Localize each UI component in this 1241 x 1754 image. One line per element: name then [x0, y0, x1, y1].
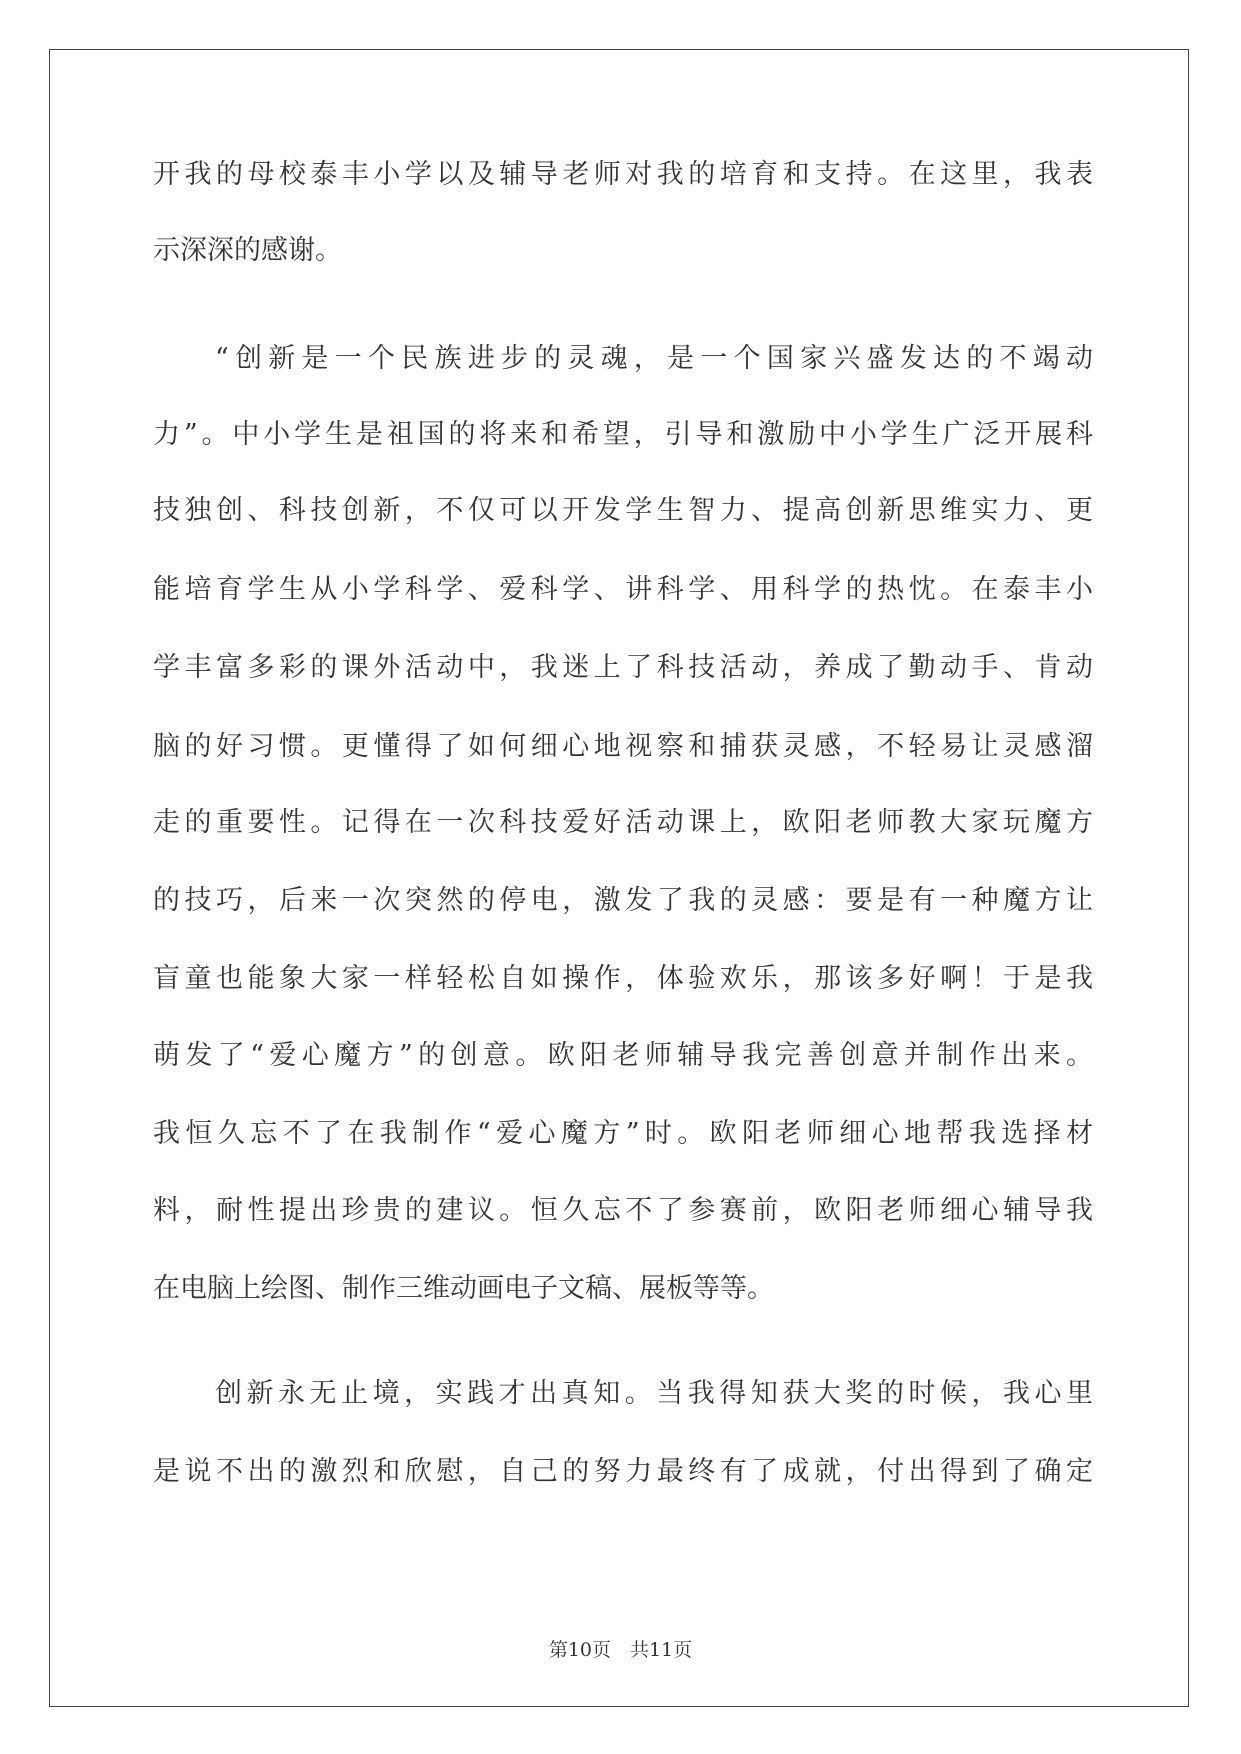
text-line: 开我的母校泰丰小学以及辅导老师对我的培育和支持。在这里，我表	[153, 159, 1093, 190]
text-line: 盲童也能象大家一样轻松自如操作，体验欢乐，那该多好啊！于是我	[153, 963, 1093, 994]
text-line: “创新是一个民族进步的灵魂，是一个国家兴盛发达的不竭动	[215, 343, 1093, 374]
text-line: 走的重要性。记得在一次科技爱好活动课上，欧阳老师教大家玩魔方	[153, 807, 1093, 838]
text-line: 能培育学生从小学科学、爱科学、讲科学、用科学的热忱。在泰丰小	[153, 574, 1093, 605]
text-line: 技独创、科技创新，不仅可以开发学生智力、提高创新思维实力、更	[153, 495, 1093, 526]
text-line: 我恒久忘不了在我制作“爱心魔方”时。欧阳老师细心地帮我选择材	[153, 1118, 1093, 1149]
text-line: 料，耐性提出珍贵的建议。恒久忘不了参赛前，欧阳老师细心辅导我	[153, 1195, 1093, 1226]
text-line: 脑的好习惯。更懂得了如何细心地视察和捕获灵感，不轻易让灵感溜	[153, 731, 1093, 762]
text-line: 创新永无止境，实践才出真知。当我得知获大奖的时候，我心里	[215, 1378, 1093, 1409]
text-line: 学丰富多彩的课外活动中，我迷上了科技活动，养成了勤动手、肯动	[153, 652, 1093, 683]
text-line: 力”。中小学生是祖国的将来和希望，引导和激励中小学生广泛开展科	[153, 419, 1093, 450]
text-line: 是说不出的激烈和欣慰，自己的努力最终有了成就，付出得到了确定	[153, 1456, 1093, 1487]
page-number: 第10页 共11页	[548, 1639, 693, 1661]
text-line: 萌发了“爱心魔方”的创意。欧阳老师辅导我完善创意并制作出来。	[153, 1040, 1093, 1071]
text-line: 的技巧，后来一次突然的停电，激发了我的灵感：要是有一种魔方让	[153, 885, 1093, 916]
text-line: 示深深的感谢。	[153, 235, 342, 266]
text-line: 在电脑上绘图、制作三维动画电子文稿、展板等等。	[153, 1273, 774, 1304]
